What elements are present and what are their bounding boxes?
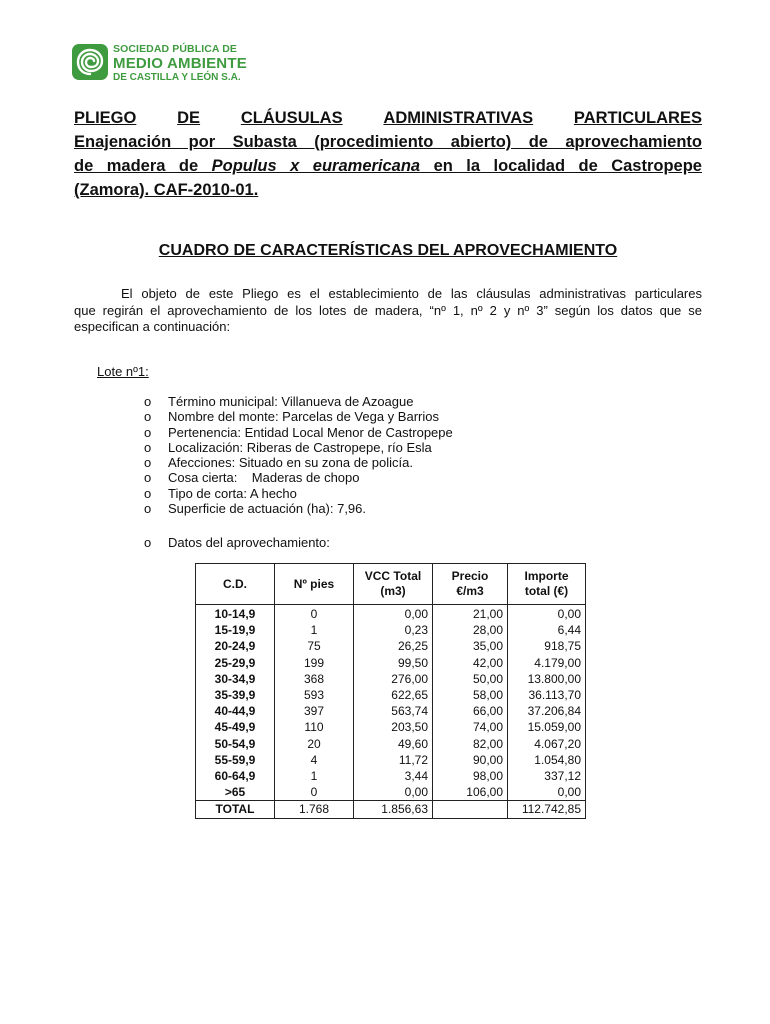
cell-cd: 60-64,9 <box>196 768 275 784</box>
bullet: o <box>144 409 152 425</box>
cell-vcc: 276,00 <box>354 671 433 687</box>
list-item <box>144 394 453 409</box>
feature-text: Superficie de actuación (ha): 7,96. <box>168 501 367 517</box>
feature-text: Localización: Riberas de Castropepe, río Esla <box>168 439 432 455</box>
datos-item <box>144 535 330 550</box>
table-row <box>196 752 586 768</box>
table-row <box>196 719 586 735</box>
bullet: o <box>144 485 152 501</box>
species-name: Populus x euramericana <box>211 157 421 175</box>
list-item <box>144 455 453 470</box>
cell-precio: 66,00 <box>433 703 508 719</box>
bullet: o <box>144 535 152 550</box>
cell-importe: 15.059,00 <box>508 719 586 735</box>
list-item <box>144 440 453 455</box>
header-cd <box>196 564 275 605</box>
cell-cd: >65 <box>196 784 275 801</box>
cell-cd: 20-24,9 <box>196 638 275 654</box>
cell-cd: 40-44,9 <box>196 703 275 719</box>
intro-line-1: El objeto de este Pliego es el establecimiento de las cláusulas administrativas particulares <box>121 286 702 301</box>
intro-line-2: que regirán el aprovechamiento de los lotes de madera, “nº 1, nº 2 y nº 3” según los datos que se <box>74 302 702 318</box>
bullet: o <box>144 439 152 455</box>
cell-vcc: 0,23 <box>354 622 433 638</box>
list-item <box>144 501 453 516</box>
cell-precio: 50,00 <box>433 671 508 687</box>
cell-cd: 50-54,9 <box>196 736 275 752</box>
cell-importe: 0,00 <box>508 784 586 801</box>
table-row <box>196 736 586 752</box>
cell-importe: 4.179,00 <box>508 655 586 671</box>
table-body <box>196 605 586 801</box>
cell-vcc: 622,65 <box>354 687 433 703</box>
total-vcc: 1.856,63 <box>354 801 433 819</box>
cell-cd: 55-59,9 <box>196 752 275 768</box>
table-row <box>196 655 586 671</box>
cell-precio: 98,00 <box>433 768 508 784</box>
bullet: o <box>144 455 152 471</box>
cell-cd: 10-14,9 <box>196 605 275 623</box>
cell-importe: 4.067,20 <box>508 736 586 752</box>
table-row <box>196 784 586 801</box>
logo-line-1: SOCIEDAD PÚBLICA DE <box>113 43 238 55</box>
intro-paragraph <box>74 286 702 336</box>
table-header-row <box>196 564 586 605</box>
list-item <box>144 470 453 485</box>
lote-label: Lote nº1: <box>97 364 149 379</box>
document-title <box>74 106 702 202</box>
cell-n-pies: 110 <box>275 719 354 735</box>
cell-precio: 28,00 <box>433 622 508 638</box>
cell-precio: 21,00 <box>433 605 508 623</box>
cell-n-pies: 0 <box>275 784 354 801</box>
title-line-4: (Zamora). CAF-2010-01. <box>74 181 259 199</box>
header-precio-line2: €/m3 <box>456 584 484 598</box>
cell-vcc: 203,50 <box>354 719 433 735</box>
lote-features-list <box>144 394 453 516</box>
cell-cd: 25-29,9 <box>196 655 275 671</box>
total-importe: 112.742,85 <box>508 801 586 819</box>
cell-precio: 106,00 <box>433 784 508 801</box>
cell-n-pies: 199 <box>275 655 354 671</box>
intro-line-3: especifican a continuación: <box>74 319 231 334</box>
table-row <box>196 703 586 719</box>
cell-importe: 918,75 <box>508 638 586 654</box>
cell-n-pies: 1 <box>275 768 354 784</box>
bullet: o <box>144 501 152 517</box>
header-n-pies <box>275 564 354 605</box>
title-word: ADMINISTRATIVAS <box>383 109 534 127</box>
title-line-3 <box>74 154 702 178</box>
cell-n-pies: 0 <box>275 605 354 623</box>
aprovechamiento-table <box>195 563 586 819</box>
table-row <box>196 671 586 687</box>
cell-cd: 30-34,9 <box>196 671 275 687</box>
cell-importe: 1.054,80 <box>508 752 586 768</box>
table-total-row <box>196 801 586 819</box>
cell-precio: 90,00 <box>433 752 508 768</box>
cell-cd: 45-49,9 <box>196 719 275 735</box>
feature-text: Pertenencia: Entidad Local Menor de Castropepe <box>168 424 453 440</box>
title-word: PLIEGO <box>74 109 137 127</box>
cell-vcc: 26,25 <box>354 638 433 654</box>
cell-importe: 13.800,00 <box>508 671 586 687</box>
cell-n-pies: 20 <box>275 736 354 752</box>
cell-precio: 42,00 <box>433 655 508 671</box>
title-word: PARTICULARES <box>573 109 702 127</box>
cell-n-pies: 75 <box>275 638 354 654</box>
title-line-3-post: en la localidad de Castropepe <box>420 157 702 175</box>
cell-n-pies: 4 <box>275 752 354 768</box>
cell-vcc: 0,00 <box>354 784 433 801</box>
cell-n-pies: 368 <box>275 671 354 687</box>
table-row <box>196 638 586 654</box>
bullet: o <box>144 394 152 409</box>
cell-vcc: 11,72 <box>354 752 433 768</box>
bullet: o <box>144 424 152 440</box>
header-n-pies-text: Nº pies <box>293 576 335 591</box>
header-vcc-line2: (m3) <box>380 584 406 598</box>
header-vcc-total <box>354 564 433 605</box>
cell-precio: 74,00 <box>433 719 508 735</box>
total-n-pies: 1.768 <box>275 801 354 819</box>
datos-label: Datos del aprovechamiento: <box>168 535 330 550</box>
header-precio <box>433 564 508 605</box>
cell-vcc: 563,74 <box>354 703 433 719</box>
cell-importe: 6,44 <box>508 622 586 638</box>
header-importe <box>508 564 586 605</box>
list-item <box>144 486 453 501</box>
company-logo <box>72 44 272 84</box>
table-row <box>196 622 586 638</box>
feature-text: Tipo de corta: A hecho <box>168 485 297 501</box>
cell-vcc: 49,60 <box>354 736 433 752</box>
cell-importe: 37.206,84 <box>508 703 586 719</box>
feature-text: Afecciones: Situado en su zona de policía. <box>168 455 413 471</box>
section-heading: CUADRO DE CARACTERÍSTICAS DEL APROVECHAMIENTO <box>158 242 618 259</box>
feature-text: Término municipal: Villanueva de Azoague <box>168 394 414 409</box>
header-precio-line1: Precio <box>451 569 489 583</box>
cell-n-pies: 397 <box>275 703 354 719</box>
table-row <box>196 768 586 784</box>
spiral-logo-icon <box>72 44 108 80</box>
total-precio <box>433 801 508 819</box>
cell-cd: 15-19,9 <box>196 622 275 638</box>
total-label: TOTAL <box>196 801 275 819</box>
cell-vcc: 0,00 <box>354 605 433 623</box>
header-importe-line1: Importe <box>524 569 569 583</box>
cell-precio: 35,00 <box>433 638 508 654</box>
title-word: CLÁUSULAS <box>240 109 343 127</box>
title-line-2: Enajenación por Subasta (procedimiento abierto) de aprovechamiento <box>74 133 702 151</box>
cell-n-pies: 593 <box>275 687 354 703</box>
header-vcc-line1: VCC Total <box>364 569 422 583</box>
cell-precio: 58,00 <box>433 687 508 703</box>
cell-importe: 0,00 <box>508 605 586 623</box>
header-importe-line2: total (€) <box>524 584 569 598</box>
title-line-3-pre: de madera de <box>74 157 212 175</box>
table-row <box>196 605 586 623</box>
bullet: o <box>144 470 152 486</box>
title-word: DE <box>177 109 201 127</box>
logo-line-3: DE CASTILLA Y LEÓN S.A. <box>113 71 241 83</box>
cell-importe: 36.113,70 <box>508 687 586 703</box>
logo-line-2: MEDIO AMBIENTE <box>113 54 247 72</box>
cell-vcc: 99,50 <box>354 655 433 671</box>
list-item <box>144 425 453 440</box>
cell-precio: 82,00 <box>433 736 508 752</box>
cell-cd: 35-39,9 <box>196 687 275 703</box>
header-cd-text: C.D. <box>223 576 247 591</box>
title-line-1 <box>74 106 702 130</box>
table-row <box>196 687 586 703</box>
cell-n-pies: 1 <box>275 622 354 638</box>
logo-text <box>113 44 247 83</box>
cell-vcc: 3,44 <box>354 768 433 784</box>
list-item <box>144 409 453 424</box>
feature-text: Nombre del monte: Parcelas de Vega y Barrios <box>168 409 439 425</box>
cell-importe: 337,12 <box>508 768 586 784</box>
feature-text: Cosa cierta: Maderas de chopo <box>168 470 360 486</box>
